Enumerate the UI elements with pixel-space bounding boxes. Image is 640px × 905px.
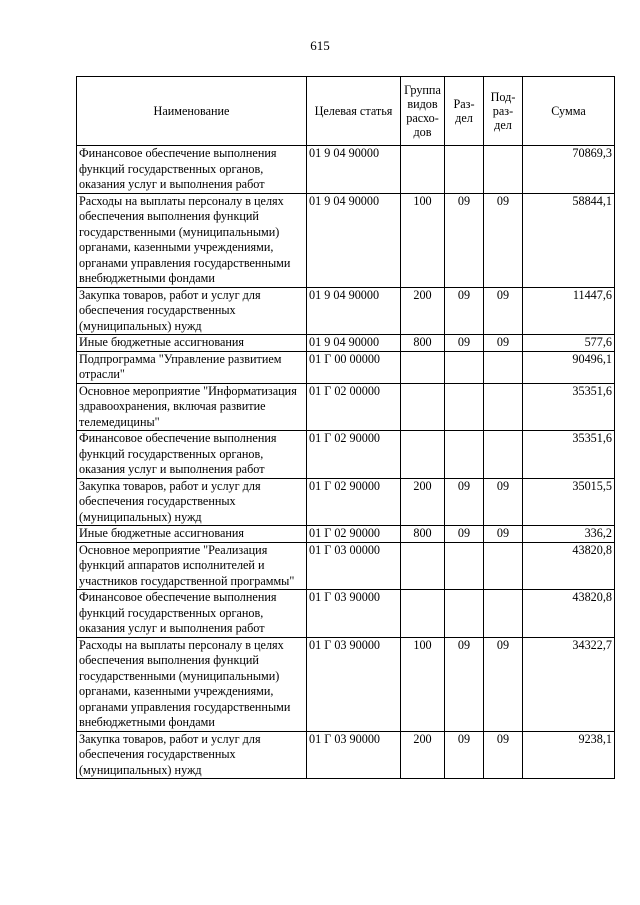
cell-expense-group <box>401 351 445 383</box>
cell-sum: 35015,5 <box>523 478 615 526</box>
cell-sum: 9238,1 <box>523 731 615 779</box>
budget-table <box>76 76 615 779</box>
cell-target-article: 01 Г 02 00000 <box>307 383 401 431</box>
cell-name: Закупка товаров, работ и услуг для обеспечения государственных (муниципальных) нужд <box>77 478 307 526</box>
cell-name: Подпрограмма "Управление развитием отрасли" <box>77 351 307 383</box>
cell-expense-group <box>401 146 445 194</box>
cell-name: Основное мероприятие "Реализация функций аппаратов исполнителей и участников государственной программы" <box>77 542 307 590</box>
cell-subsection <box>484 431 523 479</box>
cell-expense-group: 100 <box>401 193 445 287</box>
cell-name: Расходы на выплаты персоналу в целях обеспечения выполнения функций государственными (муниципальными) органами, казенными учреждениями, органами управления государственными внебюджетными фондами <box>77 193 307 287</box>
cell-sum: 35351,6 <box>523 431 615 479</box>
table-row <box>77 287 615 335</box>
cell-target-article: 01 9 04 90000 <box>307 287 401 335</box>
cell-sum: 336,2 <box>523 526 615 543</box>
cell-subsection <box>484 542 523 590</box>
cell-section: 09 <box>445 478 484 526</box>
cell-sum: 577,6 <box>523 335 615 352</box>
table-row <box>77 542 615 590</box>
cell-sum: 43820,8 <box>523 590 615 638</box>
table-row <box>77 526 615 543</box>
page-number: 615 <box>310 38 330 53</box>
table-row <box>77 431 615 479</box>
table-row <box>77 478 615 526</box>
cell-name: Закупка товаров, работ и услуг для обеспечения государственных (муниципальных) нужд <box>77 731 307 779</box>
header-target-article: Целевая статья <box>307 77 401 146</box>
cell-target-article: 01 Г 03 90000 <box>307 590 401 638</box>
table-row <box>77 351 615 383</box>
cell-sum: 11447,6 <box>523 287 615 335</box>
cell-section: 09 <box>445 335 484 352</box>
cell-target-article: 01 Г 03 90000 <box>307 731 401 779</box>
table-row <box>77 383 615 431</box>
cell-name: Иные бюджетные ассигнования <box>77 335 307 352</box>
cell-sum: 90496,1 <box>523 351 615 383</box>
cell-target-article: 01 9 04 90000 <box>307 146 401 194</box>
cell-subsection <box>484 351 523 383</box>
cell-name: Иные бюджетные ассигнования <box>77 526 307 543</box>
table-header-row <box>77 77 615 146</box>
cell-subsection <box>484 590 523 638</box>
cell-subsection: 09 <box>484 193 523 287</box>
cell-expense-group <box>401 383 445 431</box>
cell-sum: 43820,8 <box>523 542 615 590</box>
cell-target-article: 01 Г 03 00000 <box>307 542 401 590</box>
cell-expense-group: 200 <box>401 287 445 335</box>
cell-subsection: 09 <box>484 287 523 335</box>
cell-subsection: 09 <box>484 637 523 731</box>
cell-target-article: 01 Г 00 00000 <box>307 351 401 383</box>
header-name: Наименование <box>77 77 307 146</box>
cell-expense-group <box>401 542 445 590</box>
cell-section: 09 <box>445 287 484 335</box>
cell-subsection: 09 <box>484 478 523 526</box>
cell-sum: 34322,7 <box>523 637 615 731</box>
cell-name: Закупка товаров, работ и услуг для обеспечения государственных (муниципальных) нужд <box>77 287 307 335</box>
table-row <box>77 637 615 731</box>
table-row <box>77 590 615 638</box>
header-subsection: Под-раз-дел <box>484 77 523 146</box>
cell-expense-group: 800 <box>401 335 445 352</box>
cell-name: Финансовое обеспечение выполнения функций государственных органов, оказания услуг и выполнения работ <box>77 146 307 194</box>
cell-target-article: 01 Г 02 90000 <box>307 526 401 543</box>
cell-subsection <box>484 146 523 194</box>
header-section: Раз-дел <box>445 77 484 146</box>
cell-section <box>445 542 484 590</box>
table-row <box>77 146 615 194</box>
cell-expense-group: 200 <box>401 478 445 526</box>
cell-target-article: 01 Г 02 90000 <box>307 478 401 526</box>
cell-expense-group: 100 <box>401 637 445 731</box>
cell-section <box>445 431 484 479</box>
cell-section: 09 <box>445 526 484 543</box>
cell-section: 09 <box>445 637 484 731</box>
cell-expense-group <box>401 590 445 638</box>
cell-expense-group <box>401 431 445 479</box>
table-row <box>77 335 615 352</box>
header-expense-group: Группа видов расхо-дов <box>401 77 445 146</box>
cell-subsection <box>484 383 523 431</box>
cell-target-article: 01 Г 02 90000 <box>307 431 401 479</box>
table-row <box>77 731 615 779</box>
cell-sum: 70869,3 <box>523 146 615 194</box>
header-sum: Сумма <box>523 77 615 146</box>
cell-subsection: 09 <box>484 335 523 352</box>
cell-sum: 58844,1 <box>523 193 615 287</box>
cell-sum: 35351,6 <box>523 383 615 431</box>
cell-name: Финансовое обеспечение выполнения функций государственных органов, оказания услуг и выполнения работ <box>77 431 307 479</box>
cell-section: 09 <box>445 731 484 779</box>
cell-subsection: 09 <box>484 526 523 543</box>
cell-target-article: 01 Г 03 90000 <box>307 637 401 731</box>
cell-name: Основное мероприятие "Информатизация здравоохранения, включая развитие телемедицины" <box>77 383 307 431</box>
cell-name: Расходы на выплаты персоналу в целях обеспечения выполнения функций государственными (муниципальными) органами, казенными учреждениями, органами управления государственными внебюджетными фондами <box>77 637 307 731</box>
cell-section <box>445 590 484 638</box>
cell-section <box>445 146 484 194</box>
cell-subsection: 09 <box>484 731 523 779</box>
cell-expense-group: 800 <box>401 526 445 543</box>
cell-expense-group: 200 <box>401 731 445 779</box>
cell-section <box>445 351 484 383</box>
table-row <box>77 193 615 287</box>
cell-target-article: 01 9 04 90000 <box>307 335 401 352</box>
table-body <box>77 146 615 779</box>
cell-section: 09 <box>445 193 484 287</box>
cell-name: Финансовое обеспечение выполнения функций государственных органов, оказания услуг и выполнения работ <box>77 590 307 638</box>
cell-target-article: 01 9 04 90000 <box>307 193 401 287</box>
cell-section <box>445 383 484 431</box>
